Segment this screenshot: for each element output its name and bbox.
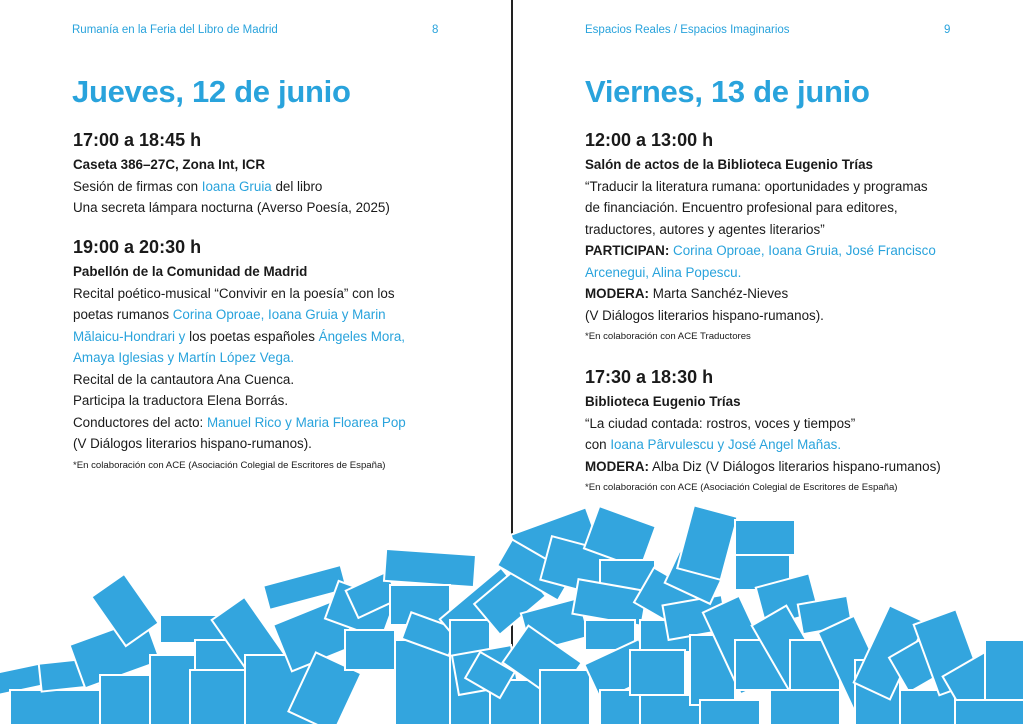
- footnote: *En colaboración con ACE (Asociación Colegial de Escritores de España): [585, 482, 898, 493]
- event-line: Recital poético-musical “Convivir en la poesía” con los: [73, 285, 395, 301]
- event-line: (V Diálogos literarios hispano-rumanos).: [73, 436, 312, 451]
- event-line: “Traducir la literatura rumana: oportunidades y programas: [585, 178, 928, 194]
- event-line: traductores, autores y agentes literarios”: [585, 221, 825, 237]
- running-header: Rumanía en la Feria del Libro de Madrid: [72, 24, 278, 36]
- event-line: poetas rumanos Corina Oproae, Ioana Gruia y Marin: [73, 307, 386, 322]
- event-line: (V Diálogos literarios hispano-rumanos).: [585, 307, 824, 323]
- event-line: MODERA: Marta Sanchéz-Nieves: [585, 286, 789, 301]
- event-line: de financiación. Encuentro profesional para editores,: [585, 200, 898, 215]
- event-time: 17:00 a 18:45 h: [73, 130, 202, 150]
- page-number: 9: [944, 24, 951, 36]
- event-line: Recital de la cantautora Ana Cuenca.: [73, 371, 295, 387]
- event-line: Participa la traductora Elena Borrás.: [73, 393, 289, 408]
- page-number: 8: [432, 24, 439, 36]
- event-time: 12:00 a 13:00 h: [585, 130, 714, 150]
- event-line: “La ciudad contada: rostros, voces y tiempos”: [585, 415, 856, 431]
- participant-link: Ioana Gruia: [201, 178, 272, 194]
- event-venue: Pabellón de la Comunidad de Madrid: [73, 264, 308, 279]
- event-line: PARTICIPAN: Corina Oproae, Ioana Gruia, José Francisco: [585, 243, 936, 258]
- event-venue: Caseta 386–27C, Zona Int, ICR: [73, 157, 266, 172]
- event-line: Arcenegui, Alina Popescu.: [585, 264, 742, 280]
- event-time: 19:00 a 20:30 h: [73, 237, 202, 257]
- event-line: Una secreta lámpara nocturna (Averso Poesía, 2025): [73, 200, 390, 215]
- event-line: MODERA: Alba Diz (V Diálogos literarios hispano-rumanos): [585, 458, 941, 474]
- event-line: Amaya Iglesias y Martín López Vega.: [73, 350, 295, 365]
- running-header: Espacios Reales / Espacios Imaginarios: [585, 24, 790, 36]
- event-venue: Salón de actos de la Biblioteca Eugenio Trías: [585, 157, 873, 172]
- footnote: *En colaboración con ACE (Asociación Colegial de Escritores de España): [73, 459, 386, 471]
- event-time: 17:30 a 18:30 h: [585, 367, 714, 387]
- footnote: *En colaboración con ACE Traductores: [585, 331, 751, 342]
- page-title: Jueves, 12 de junio: [72, 74, 351, 109]
- event-line: Mălaicu-Hondrari y los poetas españoles Ángeles Mora,: [73, 328, 405, 344]
- event-line: con Ioana Pârvulescu y José Angel Mañas.: [585, 437, 842, 452]
- event-line: Conductores del acto: Manuel Rico y Maria Floarea Pop: [73, 414, 406, 430]
- page-title: Viernes, 13 de junio: [585, 74, 870, 109]
- event-line: Sesión de firmas con Ioana Gruia del libro: [73, 178, 323, 194]
- event-venue: Biblioteca Eugenio Trías: [585, 394, 741, 409]
